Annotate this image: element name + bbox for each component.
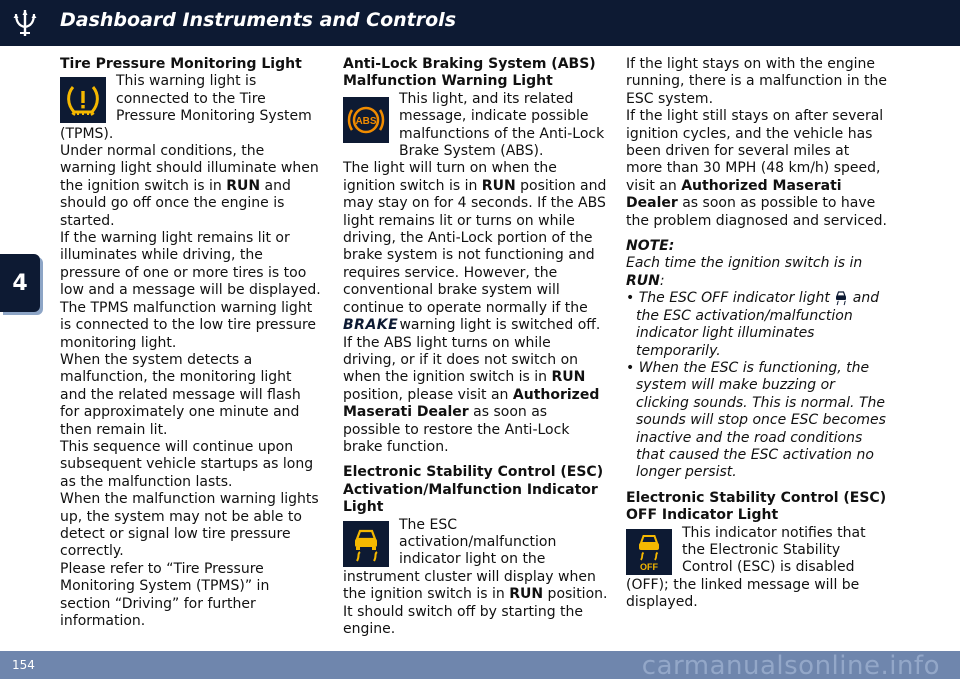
tpms-text-6: This sequence will continue upon subsequent vehicle startups as long as the malfunction lasts. <box>60 438 314 490</box>
esc-text-3: If the light stays on with the engine running, there is a malfunction in the ESC system. <box>626 56 888 107</box>
column-abs <box>343 56 608 638</box>
esc-off-heading: Electronic Stability Control (ESC) OFF Indicator Light <box>626 489 887 524</box>
abs-text-2: The light will turn on when the ignition switch is in RUN position and may stay on for 4 seconds. If the ABS light remains lit or turns on while driving, the Anti-Lock portion of the brake system is not functioning and requires service. However, the conventional brake system will continue to operate normally if the BRAKE warning light is switched off. If the ABS light turns on while driving, or if it does not switch on when the ignition switch is in RUN position, please visit an Authorized Maserati Dealer as soon as possible to restore the Anti-Lock brake function. <box>343 160 607 455</box>
abs-heading: Anti-Lock Braking System (ABS) Malfunction Warning Light <box>343 56 596 90</box>
column-esc <box>626 56 888 612</box>
note-bullet-1: • The ESC OFF indicator light and the ESC activation/malfunction indicator light illuminates temporarily. <box>626 290 880 359</box>
esc-heading: Electronic Stability Control (ESC) Activation/Malfunction Indicator Light <box>343 464 604 516</box>
esc-activation-icon <box>343 521 389 567</box>
abs-text-1: This light, and its related message, indicate possible malfunctions of the Anti-Lock Brake System (ABS). <box>399 90 605 160</box>
esc-text-4: If the light still stays on after several ignition cycles, and the vehicle has been driven for several miles at more than 30 MPH (48 km/h) speed, visit an Authorized Maserati Dealer as soon as possible to have the problem diagnosed and serviced. <box>626 108 888 229</box>
maserati-trident-icon <box>8 6 42 40</box>
column-tpms <box>60 56 322 630</box>
page-footer <box>0 651 960 679</box>
abs-icon-label: ABS <box>355 115 377 127</box>
note-bullet-2: • When the ESC is functioning, the system will make buzzing or clicking sounds. This is normal. The sounds will stop once ESC becomes inactive and the road conditions that caused the ESC activation no longer persist. <box>626 359 886 481</box>
tpms-text-1: This warning light is connected to the Tire Pressure Monitoring System (TPMS). <box>60 73 312 142</box>
tpms-text-7: When the malfunction warning lights up, the system may not be able to detect or signal low tire pressure correctly. <box>60 491 319 560</box>
brake-indicator-label: BRAKE <box>343 317 399 334</box>
chapter-tab <box>0 254 40 312</box>
tpms-heading: Tire Pressure Monitoring Light <box>60 56 302 72</box>
esc-text-1: The ESC activation/malfunction indicator light on the instrument cluster will display when the ignition switch is in RUN position. <box>343 516 608 603</box>
tpms-text-3: If the warning light remains lit or illuminates while driving, the pressure of one or more tires is too low and a message will be displayed. <box>60 230 321 299</box>
chapter-number: 4 <box>12 270 28 296</box>
page-title: Dashboard Instruments and Controls <box>60 9 457 31</box>
esc-text-2: It should switch off by starting the engine. <box>343 603 584 637</box>
tpms-text-8: Please refer to “Tire Pressure Monitoring System (TPMS)” in section “Driving” for further information. <box>60 560 270 629</box>
esc-off-inline-icon <box>834 290 848 306</box>
tpms-text-5: When the system detects a malfunction, the monitoring light and the related message will flash for approximately one minute and then remain lit. <box>60 351 301 438</box>
esc-off-icon <box>626 529 672 575</box>
note-text: Each time the ignition switch is in RUN: <box>626 255 863 289</box>
note-label: NOTE: <box>626 238 675 255</box>
esc-off-text: This indicator notifies that the Electronic Stability Control (ESC) is disabled (OFF); the linked message will be displayed. <box>626 524 866 611</box>
watermark: carmanualsonline.info <box>641 651 940 681</box>
page-header <box>0 0 960 46</box>
tpms-warning-icon <box>60 77 106 123</box>
abs-warning-icon <box>343 97 389 143</box>
tpms-text-4: The TPMS malfunction warning light is connected to the low tire pressure monitoring light. <box>60 299 317 351</box>
tpms-text-2: Under normal conditions, the warning light should illuminate when the ignition switch is in RUN and should go off once the engine is started. <box>60 143 319 229</box>
page-number: 154 <box>12 658 35 672</box>
esc-off-icon-label: OFF <box>640 561 658 572</box>
